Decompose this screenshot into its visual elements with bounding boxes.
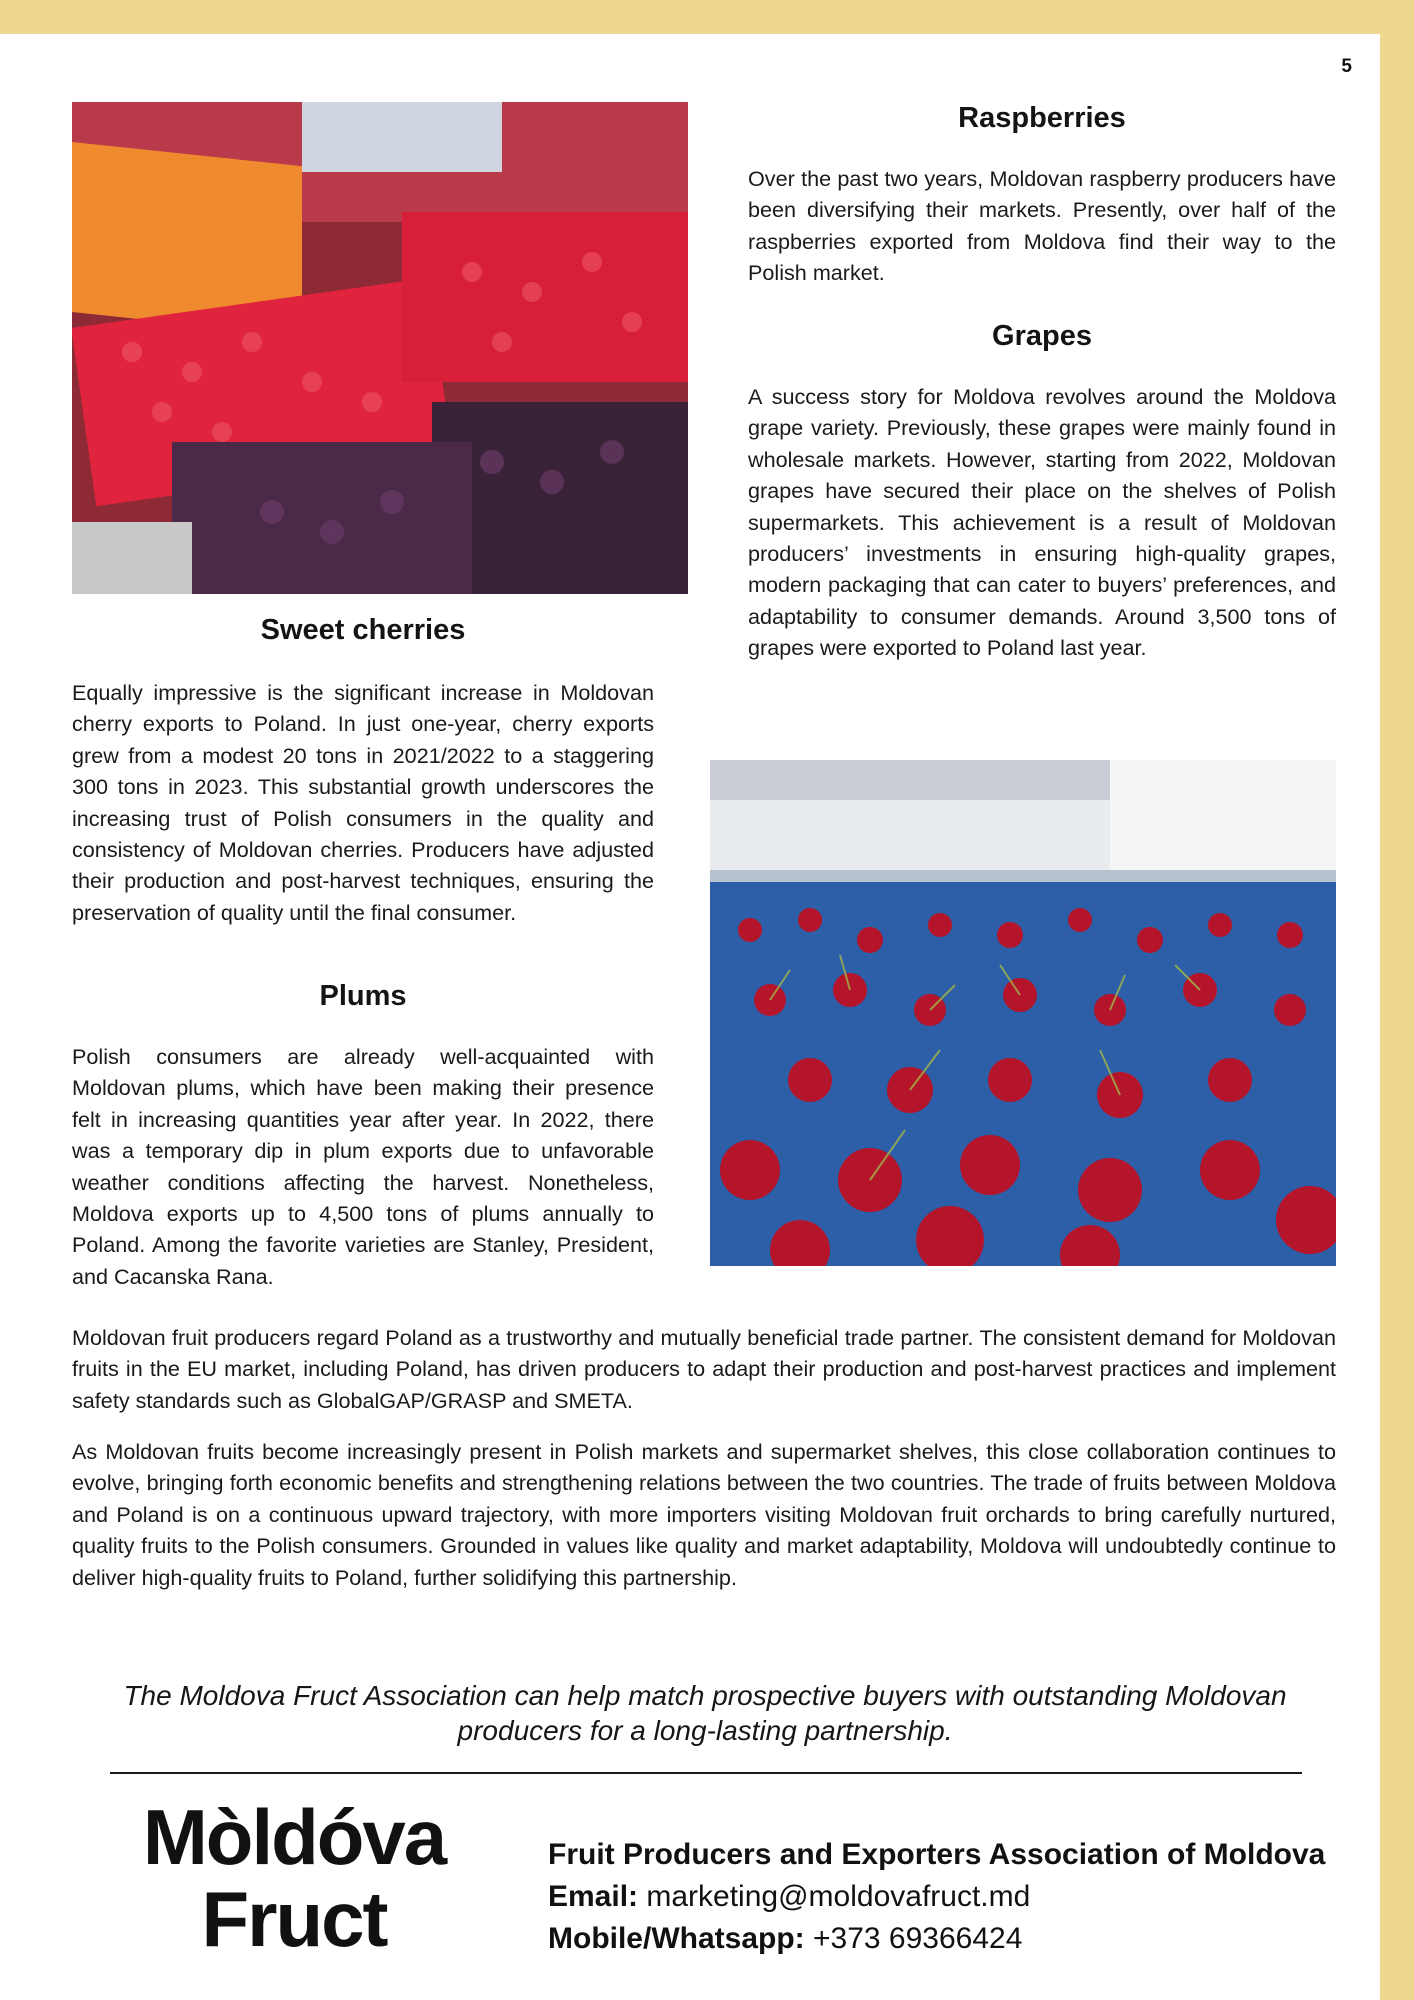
plums-section bbox=[72, 980, 654, 1292]
phone-line bbox=[548, 1918, 1338, 1960]
trade-partner-paragraph: Moldovan fruit producers regard Poland as a trustworthy and mutually beneficial trade partner. The consistent demand for Moldovan fruits in the EU market, including Poland, has driven producers to adapt their production and post-harvest practices and implement safety standards such as GlobalGAP/GRASP and SMETA. bbox=[72, 1325, 1336, 1413]
collaboration-paragraph: As Moldovan fruits become increasingly present in Polish markets and supermarket shelves, this close collaboration continues to evolve, bringing forth economic benefits and strengthening relations between the two countries. The trade of fruits between Moldova and Poland is on a continuous upward trajectory, with more importers visiting Moldovan fruit orchards to bring carefully nurtured, quality fruits to the Polish consumers. Grounded in values like quality and market adaptability, Moldova will undoubtedly continue to deliver high-quality fruits to Poland, further solidifying this partnership. bbox=[72, 1439, 1336, 1590]
plums-heading: Plums bbox=[319, 980, 407, 1012]
cherries-conveyor-photo bbox=[710, 760, 1336, 1266]
moldova-fruct-logo bbox=[108, 1793, 480, 1974]
tagline: The Moldova Fruct Association can help match prospective buyers with outstanding Moldovan producers for a long-lasting partnership. bbox=[123, 1680, 1287, 1746]
grapes-text: A success story for Moldova revolves around the Moldova grape variety. Previously, these grapes were mainly found in wholesale markets. However, starting from 2022, Moldovan grapes have secured their place on the shelves of Polish supermarkets. This achievement is a result of Moldovan producers’ investments in ensuring high-quality grapes, modern packaging that can cater to buyers’ preferences, and adaptability to consumer demands. Around 3,500 tons of grapes were exported to Poland last year. bbox=[748, 384, 1336, 661]
phone-number[interactable]: +373 69366424 bbox=[813, 1922, 1023, 1955]
grapes-heading: Grapes bbox=[992, 320, 1092, 352]
phone-label: Mobile/Whatsapp: bbox=[548, 1922, 805, 1955]
berries-photo-icon bbox=[72, 102, 688, 594]
divider bbox=[110, 1772, 1302, 1774]
contact-block bbox=[548, 1834, 1338, 1960]
organization-name: Fruit Producers and Exporters Association of Moldova bbox=[548, 1838, 1326, 1871]
sweet-cherries-text: Equally impressive is the significant increase in Moldovan cherry exports to Poland. In just one-year, cherry exports grew from a modest 20 tons in 2021/2022 to a staggering 300 tons in 2023. This substantial growth underscores the increasing trust of Polish consumers in the quality and consistency of Moldovan cherries. Producers have adjusted their production and post-harvest techniques, ensuring the preservation of quality until the final consumer. bbox=[72, 680, 654, 925]
logo-line2: Fruct bbox=[201, 1875, 387, 1963]
raspberries-heading: Raspberries bbox=[958, 102, 1126, 134]
sweet-cherries-section bbox=[72, 614, 654, 928]
berries-market-photo bbox=[72, 102, 688, 594]
raspberries-section bbox=[748, 102, 1336, 289]
email-line bbox=[548, 1876, 1338, 1918]
cherries-photo-icon bbox=[710, 760, 1336, 1266]
grapes-section bbox=[748, 320, 1336, 664]
sweet-cherries-heading: Sweet cherries bbox=[260, 614, 466, 646]
email-link[interactable]: marketing@moldovafruct.md bbox=[646, 1880, 1031, 1913]
plums-text: Polish consumers are already well-acquainted with Moldovan plums, which have been making their presence felt in increasing quantities year after year. In 2022, there was a temporary dip in plum exports due to unfavorable weather conditions affecting the harvest. Nonetheless, Moldova exports up to 4,500 tons of plums annually to Poland. Among the favorite varieties are Stanley, President, and Cacanska Rana. bbox=[72, 1044, 654, 1289]
raspberries-text: Over the past two years, Moldovan raspberry producers have been diversifying their markets. Presently, over half of the raspberries exported from Moldova find their way to the Polish market. bbox=[748, 166, 1336, 286]
logo-line1: Mòldóva bbox=[142, 1793, 446, 1881]
page-number: 5 bbox=[1341, 56, 1352, 77]
email-label: Email: bbox=[548, 1880, 639, 1913]
page bbox=[0, 34, 1380, 2000]
